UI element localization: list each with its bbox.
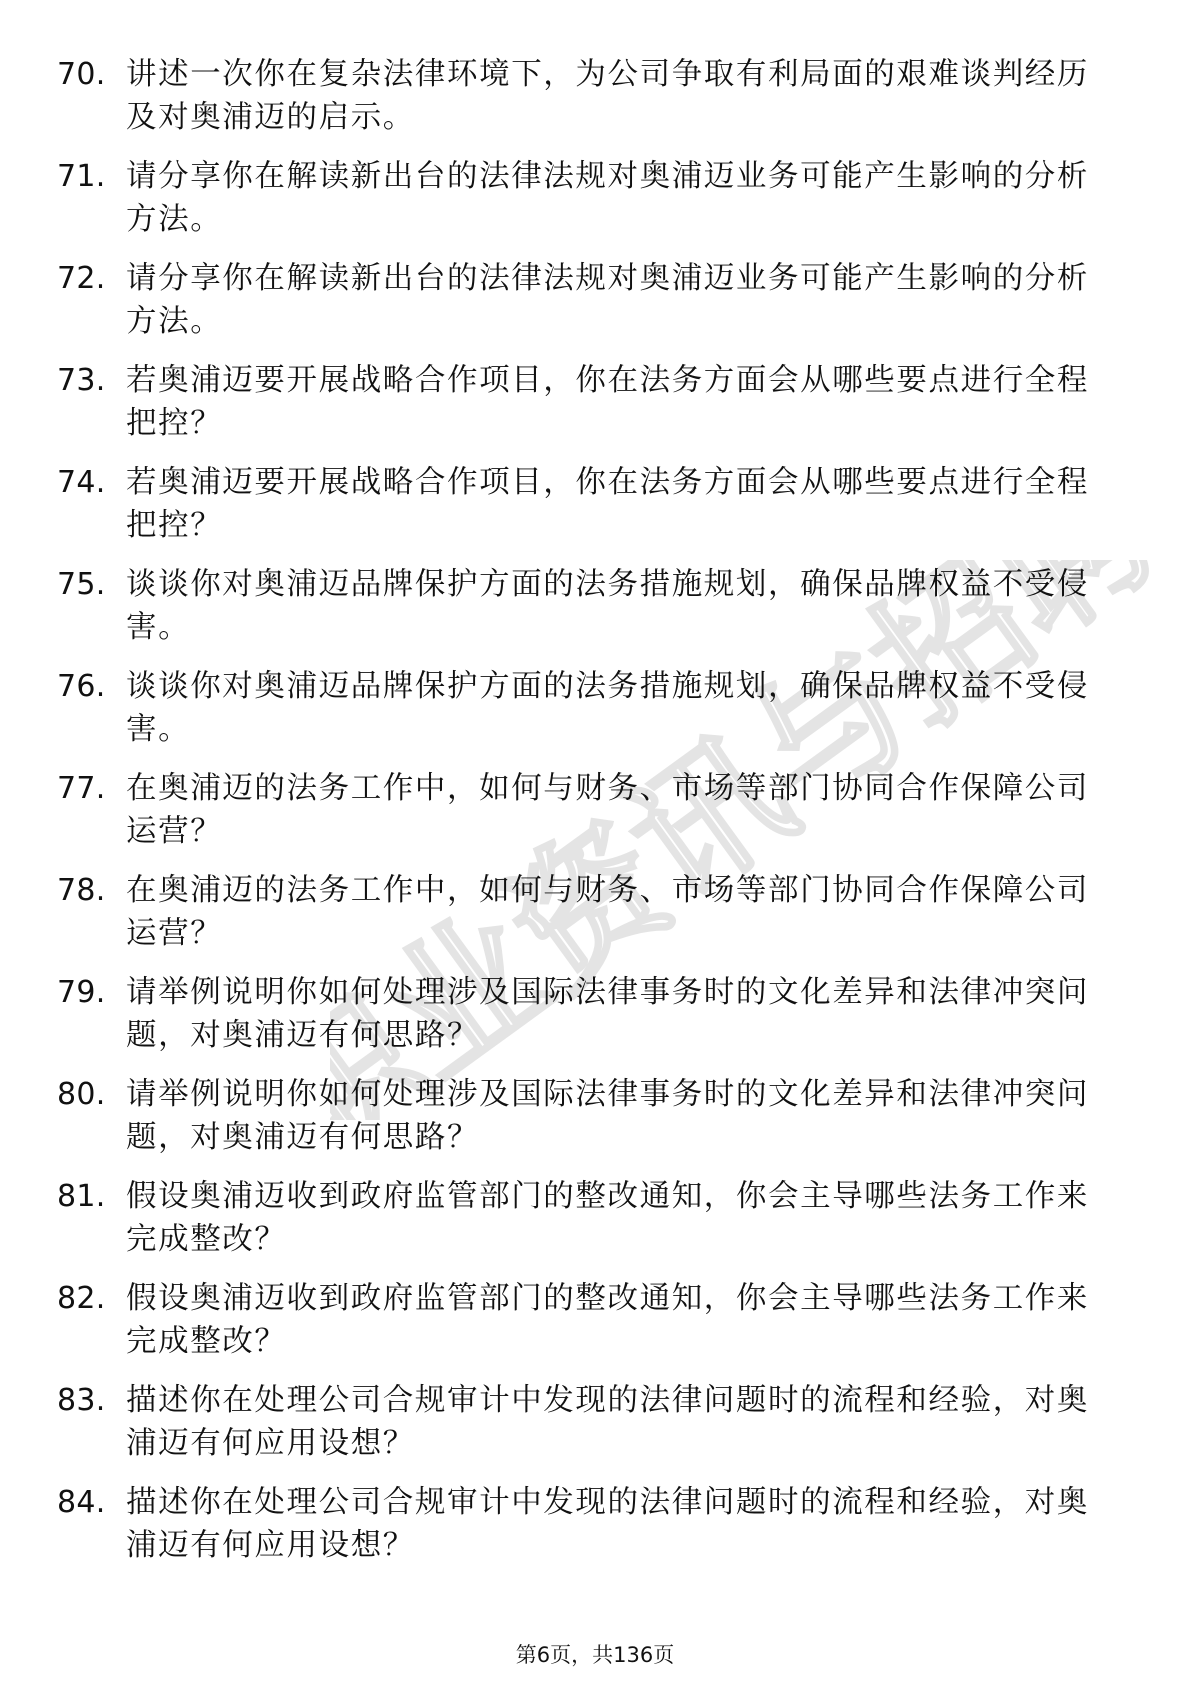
page-footer	[0, 1641, 1190, 1669]
question-number: 74.	[57, 465, 106, 500]
question-text: 假设奥浦迈收到政府监管部门的整改通知，你会主导哪些法务工作来完成整改？	[126, 1179, 1089, 1257]
question-number: 82.	[57, 1281, 106, 1316]
question-item-75	[0, 563, 1190, 665]
question-text: 谈谈你对奥浦迈品牌保护方面的法务措施规划，确保品牌权益不受侵害。	[126, 567, 1089, 645]
question-item-84	[0, 1481, 1190, 1583]
question-number: 79.	[57, 975, 106, 1010]
question-text: 请举例说明你如何处理涉及国际法律事务时的文化差异和法律冲突问题，对奥浦迈有何思路？	[126, 975, 1089, 1053]
question-number: 71.	[57, 159, 106, 194]
question-item-83	[0, 1379, 1190, 1481]
question-text: 在奥浦迈的法务工作中，如何与财务、市场等部门协同合作保障公司运营？	[126, 873, 1089, 951]
question-text: 描述你在处理公司合规审计中发现的法律问题时的流程和经验，对奥浦迈有何应用设想？	[126, 1383, 1089, 1461]
question-number: 70.	[57, 57, 106, 92]
question-item-73	[0, 359, 1190, 461]
question-item-71	[0, 155, 1190, 257]
question-number: 73.	[57, 363, 106, 398]
question-text: 在奥浦迈的法务工作中，如何与财务、市场等部门协同合作保障公司运营？	[126, 771, 1089, 849]
question-item-78	[0, 869, 1190, 971]
question-text: 假设奥浦迈收到政府监管部门的整改通知，你会主导哪些法务工作来完成整改？	[126, 1281, 1089, 1359]
question-number: 83.	[57, 1383, 106, 1418]
question-list	[0, 53, 1190, 1583]
question-number: 81.	[57, 1179, 106, 1214]
question-item-81	[0, 1175, 1190, 1277]
question-number: 72.	[57, 261, 106, 296]
question-item-72	[0, 257, 1190, 359]
question-text: 请分享你在解读新出台的法律法规对奥浦迈业务可能产生影响的分析方法。	[126, 261, 1089, 339]
question-number: 77.	[57, 771, 106, 806]
question-item-77	[0, 767, 1190, 869]
question-text: 若奥浦迈要开展战略合作项目，你在法务方面会从哪些要点进行全程把控？	[126, 465, 1089, 543]
question-text: 若奥浦迈要开展战略合作项目，你在法务方面会从哪些要点进行全程把控？	[126, 363, 1089, 441]
question-item-82	[0, 1277, 1190, 1379]
question-number: 78.	[57, 873, 106, 908]
question-text: 请分享你在解读新出台的法律法规对奥浦迈业务可能产生影响的分析方法。	[126, 159, 1089, 237]
question-text: 讲述一次你在复杂法律环境下，为公司争取有利局面的艰难谈判经历及对奥浦迈的启示。	[126, 57, 1089, 135]
question-item-76	[0, 665, 1190, 767]
question-text: 请举例说明你如何处理涉及国际法律事务时的文化差异和法律冲突问题，对奥浦迈有何思路？	[126, 1077, 1089, 1155]
question-number: 84.	[57, 1485, 106, 1520]
question-number: 76.	[57, 669, 106, 704]
question-item-80	[0, 1073, 1190, 1175]
question-item-79	[0, 971, 1190, 1073]
question-item-74	[0, 461, 1190, 563]
page-number-label: 第6页，共136页	[515, 1643, 675, 1667]
question-number: 75.	[57, 567, 106, 602]
question-item-70	[0, 53, 1190, 155]
question-number: 80.	[57, 1077, 106, 1112]
question-text: 描述你在处理公司合规审计中发现的法律问题时的流程和经验，对奥浦迈有何应用设想？	[126, 1485, 1089, 1563]
watermark-text: 职业资讯与招聘	[330, 560, 1150, 1120]
question-text: 谈谈你对奥浦迈品牌保护方面的法务措施规划，确保品牌权益不受侵害。	[126, 669, 1089, 747]
